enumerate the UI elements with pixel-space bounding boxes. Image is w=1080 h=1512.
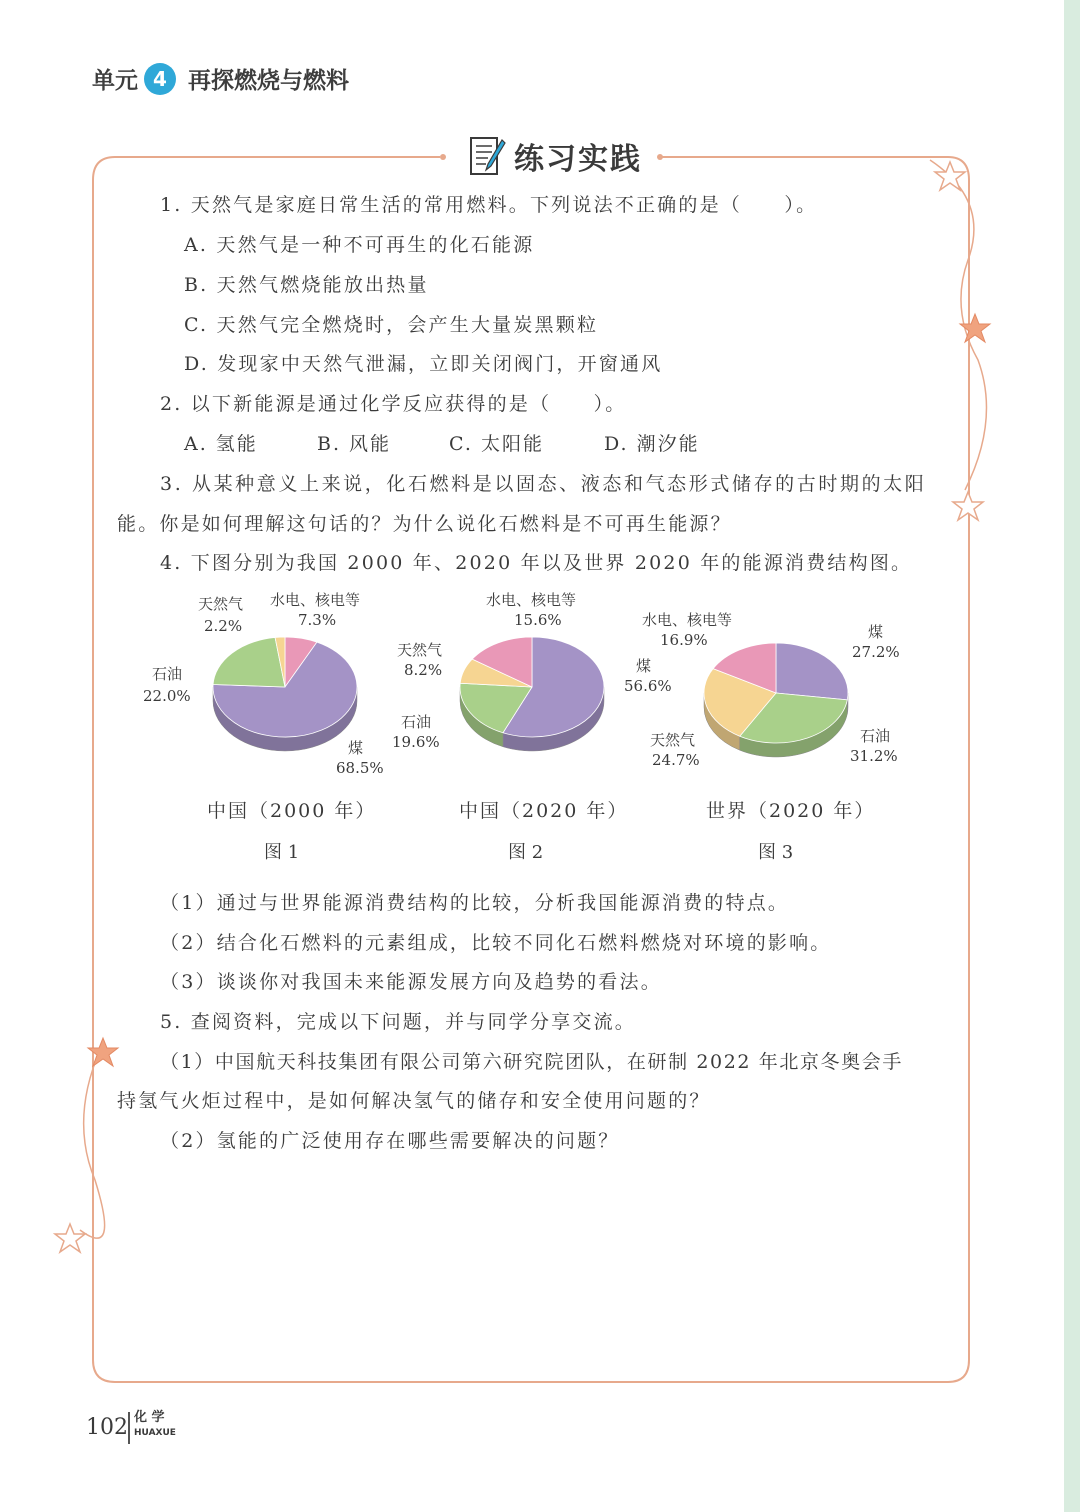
pie-slice-value-label: 56.6%	[624, 677, 672, 695]
pie-chart-china-2020	[460, 637, 604, 751]
pie-slice-value-label: 2.2%	[204, 617, 243, 635]
pie-slice-value-label: 8.2%	[404, 661, 443, 679]
pie-slice-value-label: 22.0%	[143, 687, 191, 705]
figure-label-3: 图 3	[758, 842, 794, 863]
pie-slice-value-label: 15.6%	[514, 611, 562, 629]
pie-slice-name-label: 天然气	[198, 595, 244, 613]
q2-option-c: C. 太阳能	[449, 433, 544, 455]
pie-slice-name-label: 天然气	[397, 641, 443, 659]
section-title	[458, 134, 652, 178]
q1-option-a: A. 天然气是一种不可再生的化石能源	[184, 234, 535, 256]
pie-slice-name-label: 石油	[152, 665, 183, 683]
q2-option-a: A. 氢能	[184, 433, 258, 455]
footer-divider	[128, 1412, 130, 1444]
chart-caption-1: 中国（2000 年）	[207, 800, 377, 822]
q5-sub-1-line-2: 持氢气火炬过程中，是如何解决氢气的储存和安全使用问题的？	[117, 1090, 711, 1112]
figure-label-2: 图 2	[508, 842, 544, 863]
q5-sub-1-line-1: （1）中国航天科技集团有限公司第六研究院团队，在研制 2022 年北京冬奥会手	[160, 1051, 903, 1073]
section-title-text: 练习实践	[514, 142, 642, 177]
notepad-pencil-icon	[468, 134, 506, 178]
pie-slice-value-label: 16.9%	[660, 631, 708, 649]
pie-slice-name-label: 水电、核电等	[486, 591, 577, 609]
q5-stem: 5. 查阅资料，完成以下问题，并与同学分享交流。	[160, 1011, 636, 1033]
footer-subject-pinyin: HUAXUE	[134, 1428, 176, 1438]
pie-slice-name-label: 天然气	[650, 731, 696, 749]
pie-slice-name-label: 水电、核电等	[642, 611, 733, 629]
star-outline-icon	[55, 1224, 85, 1252]
q2-option-b: B. 风能	[317, 433, 392, 455]
q2-stem: 2. 以下新能源是通过化学反应获得的是（ ）。	[160, 393, 627, 415]
q1-option-b: B. 天然气燃烧能放出热量	[184, 274, 429, 296]
unit-number-badge: 4	[144, 63, 176, 95]
pie-slice-name-label: 煤	[868, 623, 884, 641]
pie-chart-china-2000	[213, 637, 357, 751]
pie-slice-value-label: 31.2%	[850, 747, 898, 765]
q4-sub-3: （3）谈谈你对我国未来能源发展方向及趋势的看法。	[160, 971, 662, 993]
pie-slice-name-label: 石油	[401, 713, 432, 731]
q1-option-c: C. 天然气完全燃烧时，会产生大量炭黑颗粒	[184, 314, 599, 336]
q4-stem: 4. 下图分别为我国 2000 年、2020 年以及世界 2020 年的能源消费结构图。	[160, 552, 913, 574]
energy-pie-charts	[0, 585, 1080, 805]
pie-slice-name-label: 煤	[636, 657, 652, 675]
footer-subject: 化 学	[134, 1410, 165, 1425]
pie-slice-value-label: 7.3%	[298, 611, 337, 629]
q3-line-1: 3. 从某种意义上来说，化石燃料是以固态、液态和气态形式储存的古时期的太阳	[160, 473, 927, 495]
star-filled-icon	[960, 314, 990, 342]
page-number: 102	[86, 1415, 128, 1440]
chart-caption-3: 世界（2020 年）	[706, 800, 876, 822]
pie-slice-value-label: 19.6%	[392, 733, 440, 751]
pie-slice-value-label: 68.5%	[336, 759, 384, 777]
figure-label-1: 图 1	[264, 842, 300, 863]
q5-sub-2: （2）氢能的广泛使用存在哪些需要解决的问题？	[160, 1130, 620, 1152]
pie-slice-value-label: 24.7%	[652, 751, 700, 769]
unit-title: 再探燃烧与燃料	[188, 68, 349, 94]
unit-header	[92, 62, 349, 95]
pie-slice-name-label: 煤	[348, 739, 364, 757]
chart-caption-2: 中国（2020 年）	[459, 800, 629, 822]
pie-chart-world-2020	[704, 643, 848, 757]
pie-slice-name-label: 水电、核电等	[270, 591, 361, 609]
q2-option-d: D. 潮汐能	[604, 433, 700, 455]
pie-slice-name-label: 石油	[860, 727, 891, 745]
unit-label: 单元	[92, 68, 138, 94]
q3-line-2: 能。你是如何理解这句话的？为什么说化石燃料是不可再生能源？	[117, 513, 732, 535]
pie-slice-value-label: 27.2%	[852, 643, 900, 661]
q1-stem: 1. 天然气是家庭日常生活的常用燃料。下列说法不正确的是（ ）。	[160, 194, 818, 216]
q4-sub-2: （2）结合化石燃料的元素组成，比较不同化石燃料燃烧对环境的影响。	[160, 932, 832, 954]
q1-option-d: D. 发现家中天然气泄漏，立即关闭阀门，开窗通风	[184, 353, 663, 375]
pie-slice	[776, 643, 848, 700]
pie-slice	[213, 637, 285, 687]
q4-sub-1: （1）通过与世界能源消费结构的比较，分析我国能源消费的特点。	[160, 892, 790, 914]
